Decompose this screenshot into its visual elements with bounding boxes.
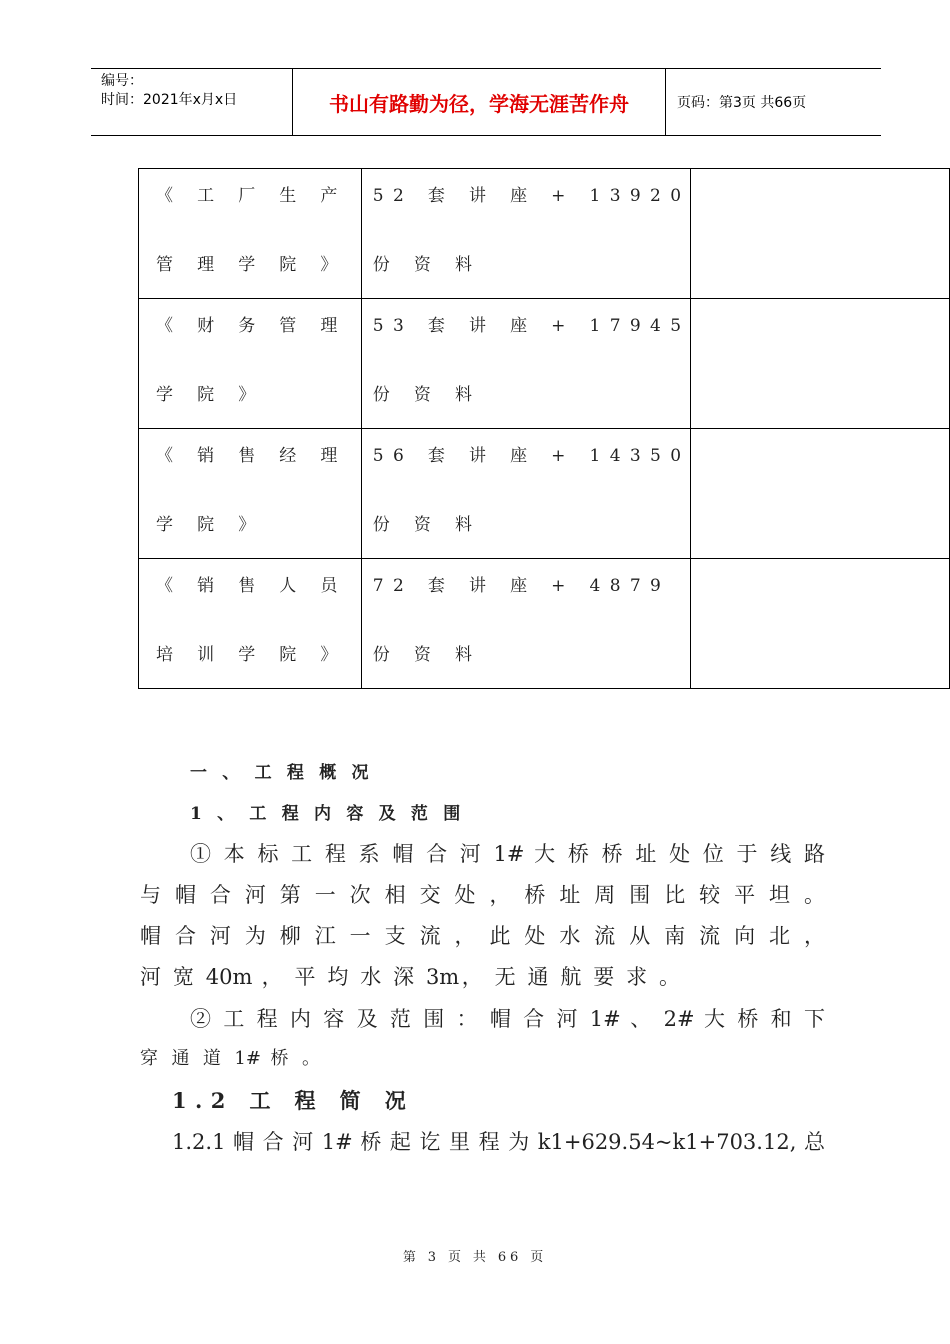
table-cell-empty [691,299,950,429]
cell-text: 《 财 务 管 理 [156,316,347,336]
table-cell-content [361,169,691,299]
cell-text: 52 套 讲 座 + 13920 [372,186,691,206]
header-bottom-rule [91,135,881,136]
header-motto: 书山有路勤为径，学海无涯苦作舟 [329,92,629,116]
paragraph-line: 与 帽 合 河 第 一 次 相 交 处 ， 桥 址 周 围 比 较 平 坦 。 [140,883,825,907]
paragraph-line: 1.2.1 帽 合 河 1# 桥 起 讫 里 程 为 k1+629.54~k1+703.12, 总 [172,1130,825,1154]
table-cell-content [361,429,691,559]
table-row [139,169,950,299]
paragraph-line: ② 工 程 内 容 及 范 围 ： 帽 合 河 1# 、 2# 大 桥 和 下 [190,1007,825,1031]
cell-text: 《 销 售 人 员 [156,576,347,596]
cell-text: 学 院 》 [156,385,265,405]
table-cell-name [139,169,362,299]
header-divider-right [665,69,666,136]
subsection-title: 1、工程内容及范围 [190,804,476,824]
course-table [138,168,950,689]
cell-text: 管 理 学 院 》 [156,255,347,275]
paragraph-line: 帽 合 河 为 柳 江 一 支 流 ， 此 处 水 流 从 南 流 向 北 ， [140,924,825,948]
section-title: 一、工程概况 [190,763,384,783]
section2-title: 1.2 工 程 简 况 [172,1088,415,1113]
table-cell-empty [691,429,950,559]
cell-text: 《 工 厂 生 产 [156,186,347,206]
page-footer: 第 3 页 共 66 页 [402,1250,548,1265]
table-cell-content [361,559,691,689]
paragraph-line: 河 宽 40m ， 平 均 水 深 3m， 无 通 航 要 求 。 [140,965,680,989]
paragraph-line: ① 本 标 工 程 系 帽 合 河 1# 大 桥 桥 址 处 位 于 线 路 [190,842,825,866]
table-cell-name [139,429,362,559]
table-cell-name [139,559,362,689]
table-cell-empty [691,169,950,299]
table-row [139,429,950,559]
table-cell-content [361,299,691,429]
header-page-info: 页码：第3页 共66页 [677,95,807,111]
cell-text: 份 资 料 [372,515,482,535]
cell-text: 份 资 料 [372,385,482,405]
cell-text: 培 训 学 院 》 [156,645,347,665]
paragraph-line: 穿 通 道 1# 桥 。 [140,1048,320,1069]
cell-text: 份 资 料 [372,255,482,275]
header-top-rule [91,68,881,69]
cell-text: 56 套 讲 座 + 14350 [372,446,691,466]
table-cell-name [139,299,362,429]
cell-text: 《 销 售 经 理 [156,446,347,466]
cell-text: 学 院 》 [156,515,265,535]
header-number-label: 编号： [101,73,143,89]
table-row [139,299,950,429]
cell-text: 53 套 讲 座 + 17945 [372,316,691,336]
cell-text: 72 套 讲 座 + 4879 [372,576,671,596]
header-time-label: 时间：2021年x月x日 [101,92,238,108]
table-cell-empty [691,559,950,689]
table-row [139,559,950,689]
cell-text: 份 资 料 [372,645,482,665]
